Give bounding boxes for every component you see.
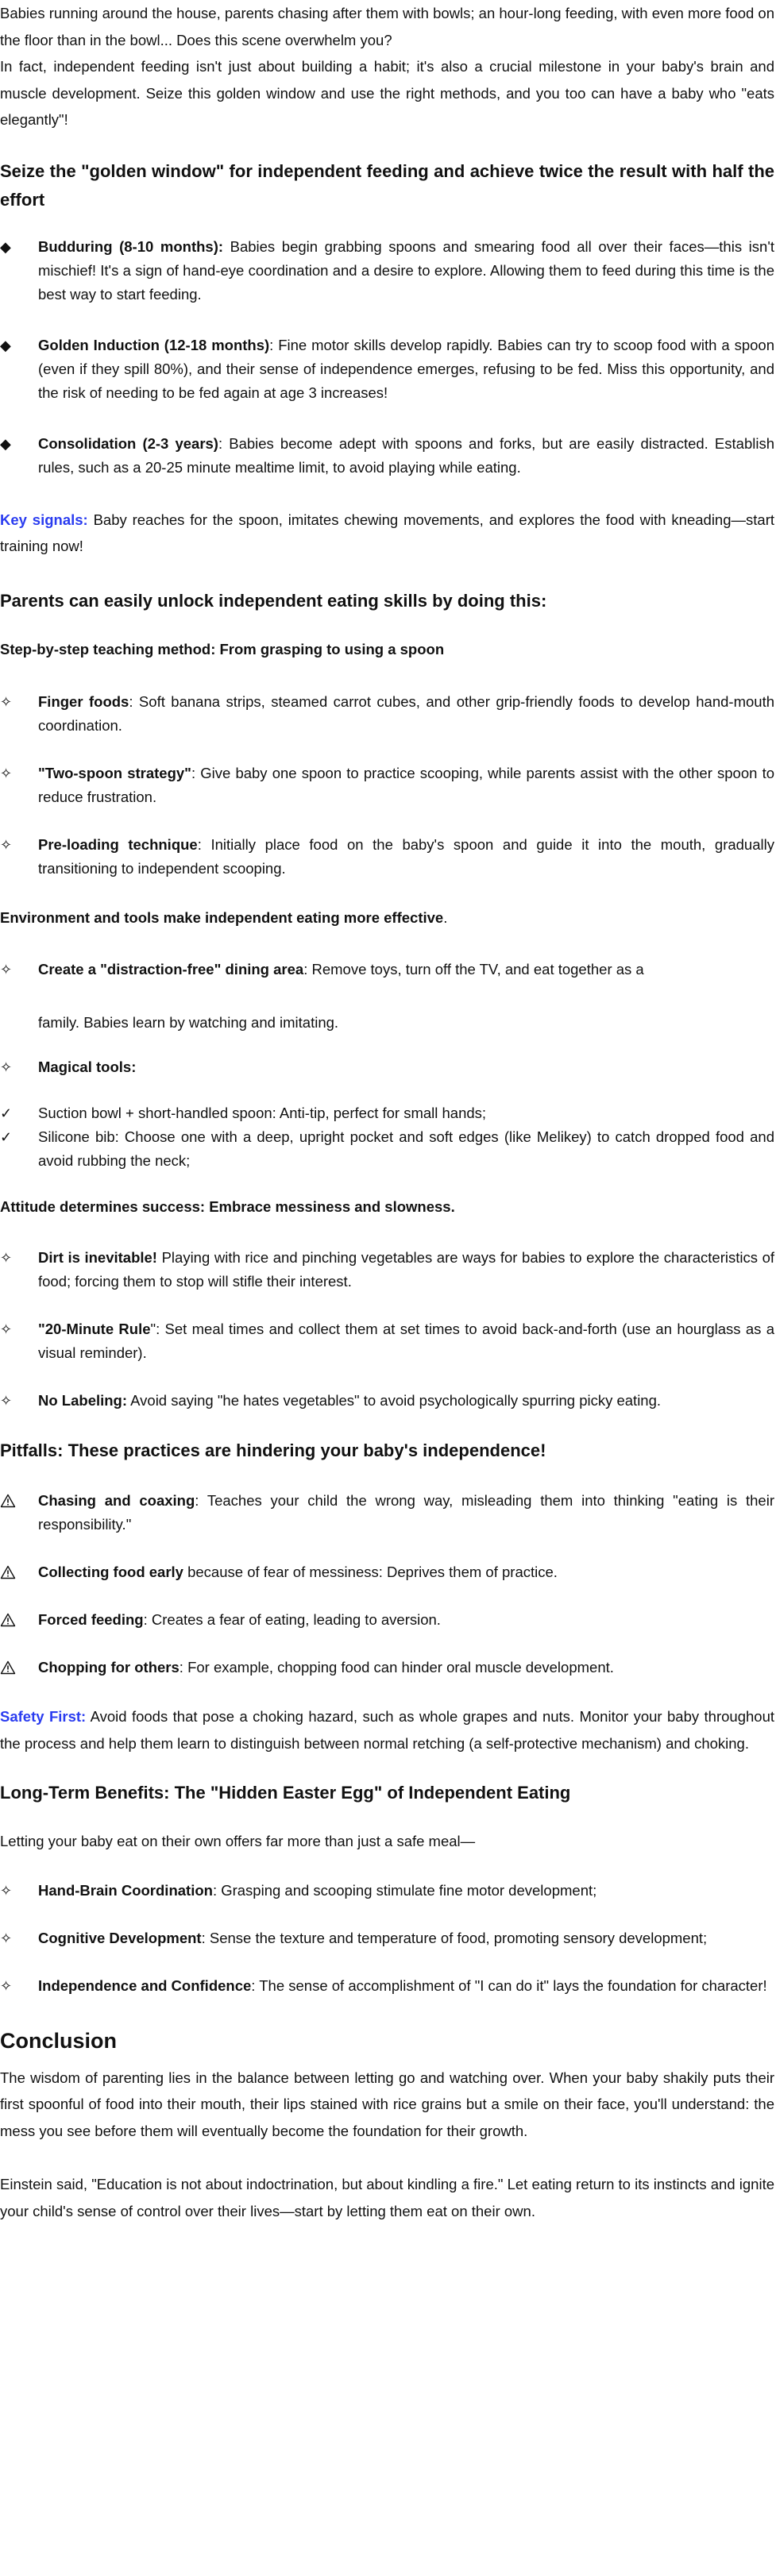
checkmark-icon: ✓ <box>0 1105 13 1121</box>
key-signals-text: Baby reaches for the spoon, imitates chewing movements, and explores the food with kneading—start training now! <box>0 511 774 554</box>
item-text: Babies begin grabbing spoons and smearing food all over their faces—this isn't mischief! It's a sign of hand-eye coordination and a desire to explore. Allowing them to feed during this time is the best way to start feeding. <box>38 237 774 303</box>
filled-diamond-icon: ◆ <box>0 337 11 353</box>
item-title: Budduring (8-10 months): <box>38 237 224 255</box>
item-text: Avoid saying "he hates vegetables" to avoid psychologically spurring picky eating. <box>127 1392 662 1409</box>
intro-paragraph-2: In fact, independent feeding isn't just about building a habit; it's also a crucial milestone in your baby's brain and muscle development. Seize this golden window and use the right methods, and you too can have a baby who "eats elegantly"! <box>0 58 774 128</box>
outline-diamond-star-icon: ✧ <box>0 765 13 781</box>
item-text: : For example, chopping food can hinder oral muscle development. <box>179 1659 614 1676</box>
outline-diamond-star-icon: ✧ <box>0 1977 13 1994</box>
item-title: Chasing and coaxing <box>38 1492 195 1509</box>
item-text: : Babies become adept with spoons and forks, but are easily distracted. Establish rules, such as a 20-25 minute mealtime limit, to avoid playing while eating. <box>38 434 774 476</box>
intro-paragraph-1: Babies running around the house, parents chasing after them with bowls; an hour-long feeding, with even more food on the floor than in the bowl... Does this scene overwhelm you? <box>0 5 774 48</box>
item-text: : Grasping and scooping stimulate fine motor development; <box>212 1881 597 1899</box>
subheading-environment-text: Environment and tools make independent eating more effective <box>0 908 444 926</box>
warning-triangle-icon <box>0 1560 38 1579</box>
item-title: "Two-spoon strategy" <box>38 764 191 781</box>
benefits-intro: Letting your baby eat on their own offers far more than just a safe meal— <box>0 1833 476 1849</box>
item-title: No Labeling: <box>38 1392 128 1409</box>
magical-tools-label: Magical tools: <box>38 1059 137 1075</box>
list-item <box>0 690 774 738</box>
item-title: Collecting food early <box>38 1564 183 1580</box>
section-heading-golden-window: Seize the "golden window" for independent feeding and achieve twice the result with half the effort <box>0 160 774 210</box>
item-title: Hand-Brain Coordination <box>38 1881 213 1899</box>
environment-item-continuation: family. Babies learn by watching and imitating. <box>38 1014 339 1031</box>
section-heading-conclusion: Conclusion <box>0 2028 117 2053</box>
warning-triangle-icon <box>0 1656 38 1675</box>
item-title: Finger foods <box>38 692 129 710</box>
item-text: Suction bowl + short-handled spoon: Anti-tip, perfect for small hands; <box>38 1105 487 1121</box>
section-heading-benefits: Long-Term Benefits: The "Hidden Easter Egg" of Independent Eating <box>0 1783 571 1803</box>
safety-first-paragraph <box>0 1703 774 1757</box>
list-item <box>0 1246 774 1294</box>
item-title: Consolidation (2-3 years) <box>38 434 218 452</box>
item-title: Independence and Confidence <box>38 1976 252 1994</box>
item-text: ": Set meal times and collect them at set times to avoid back-and-forth (use an hourglass as a visual reminder). <box>38 1321 775 1361</box>
section-heading-unlock: Parents can easily unlock independent eating skills by doing this: <box>0 590 547 611</box>
list-item <box>0 762 774 809</box>
list-item <box>0 1125 774 1173</box>
list-item <box>0 334 774 405</box>
outline-diamond-star-icon: ✧ <box>0 836 13 853</box>
item-title: Forced feeding <box>38 1611 144 1628</box>
item-title: Cognitive Development <box>38 1929 202 1946</box>
list-item <box>0 1926 774 1950</box>
item-text: Playing with rice and pinching vegetables are ways for babies to explore the characteristics of food; forcing them to stop will stifle their interest. <box>38 1249 774 1290</box>
list-item <box>0 1317 774 1365</box>
list-item <box>0 1974 774 1998</box>
item-text: : The sense of accomplishment of "I can do it" lays the foundation for character! <box>251 1976 767 1994</box>
conclusion-paragraph-1: The wisdom of parenting lies in the balance between letting go and watching over. When your baby shakily puts their first spoonful of food into their mouth, their lips stained with rice grains but a smile on their face, you'll understand: the mess you see before them will eventually become the foundation for their growth. <box>0 2069 774 2139</box>
item-title: Golden Induction (12-18 months) <box>38 336 270 353</box>
warning-triangle-icon <box>0 1608 38 1627</box>
list-item <box>0 432 774 480</box>
outline-diamond-star-icon: ✧ <box>0 1250 13 1266</box>
item-title: Pre-loading technique <box>38 835 198 853</box>
filled-diamond-icon: ◆ <box>0 435 11 452</box>
item-text: : Teaches your child the wrong way, misleading them into thinking "eating is their responsibility." <box>38 1492 774 1533</box>
item-text: : Remove toys, turn off the TV, and eat together as a <box>303 961 644 978</box>
outline-diamond-star-icon: ✧ <box>0 1882 13 1899</box>
subheading-environment <box>0 904 774 931</box>
outline-diamond-star-icon: ✧ <box>0 1321 13 1337</box>
item-title: "20-Minute Rule <box>38 1321 151 1337</box>
item-text: : Initially place food on the baby's spoon and guide it into the mouth, gradually transitioning to independent scooping. <box>38 835 774 877</box>
outline-diamond-star-icon: ✧ <box>0 1059 13 1075</box>
list-item <box>0 958 774 981</box>
list-item <box>0 833 774 881</box>
key-signals-label: Key signals: <box>0 511 88 528</box>
item-title: Dirt is inevitable! <box>38 1249 157 1266</box>
checkmark-icon: ✓ <box>0 1129 13 1145</box>
item-text: : Fine motor skills develop rapidly. Babies can try to scoop food with a spoon (even if they spill 80%), and their sense of independence emerges, refusing to be fed. Miss this opportunity, and the risk of needing to be fed again at age 3 increases! <box>38 336 774 401</box>
list-item <box>0 1489 774 1537</box>
list-item <box>0 1608 774 1632</box>
list-item <box>0 1879 774 1903</box>
item-text: : Sense the texture and temperature of food, promoting sensory development; <box>201 1929 708 1946</box>
item-title: Create a "distraction-free" dining area <box>38 961 304 978</box>
subheading-teaching: Step-by-step teaching method: From grasping to using a spoon <box>0 640 445 657</box>
list-item <box>0 235 774 307</box>
list-item <box>0 1055 774 1079</box>
outline-diamond-star-icon: ✧ <box>0 962 13 978</box>
subheading-attitude: Attitude determines success: Embrace messiness and slowness. <box>0 1198 455 1215</box>
list-item <box>0 1560 774 1584</box>
conclusion-paragraph-2: Einstein said, "Education is not about indoctrination, but about kindling a fire." Let eating return to its instincts and ignite your child's sense of control over their lives—start by letting them eat on their own. <box>0 2176 774 2219</box>
safety-first-text: Avoid foods that pose a choking hazard, such as whole grapes and nuts. Monitor your baby throughout the process and help them learn to distinguish between normal retching (a self-protective mechanism) and choking. <box>0 1708 774 1752</box>
filled-diamond-icon: ◆ <box>0 238 11 255</box>
outline-diamond-star-icon: ✧ <box>0 1930 13 1946</box>
outline-diamond-star-icon: ✧ <box>0 693 13 710</box>
item-title: Chopping for others <box>38 1659 180 1676</box>
safety-first-label: Safety First: <box>0 1708 87 1725</box>
item-text: : Soft banana strips, steamed carrot cubes, and other grip-friendly foods to develop hand-mouth coordination. <box>38 692 774 734</box>
item-text: Silicone bib: Choose one with a deep, upright pocket and soft edges (like Melikey) to catch dropped food and avoid rubbing the neck; <box>38 1128 774 1169</box>
outline-diamond-star-icon: ✧ <box>0 1393 13 1409</box>
item-text: : Give baby one spoon to practice scooping, while parents assist with the other spoon to reduce frustration. <box>38 764 774 805</box>
list-item <box>0 1389 774 1413</box>
item-text: because of fear of messiness: Deprives them of practice. <box>183 1564 558 1580</box>
key-signals-paragraph <box>0 507 774 560</box>
list-item <box>0 1656 774 1679</box>
warning-triangle-icon <box>0 1489 38 1508</box>
section-heading-pitfalls: Pitfalls: These practices are hindering your baby's independence! <box>0 1440 546 1460</box>
list-item <box>0 1101 774 1125</box>
subheading-environment-period: . <box>443 908 448 926</box>
item-text: : Creates a fear of eating, leading to aversion. <box>143 1611 441 1628</box>
